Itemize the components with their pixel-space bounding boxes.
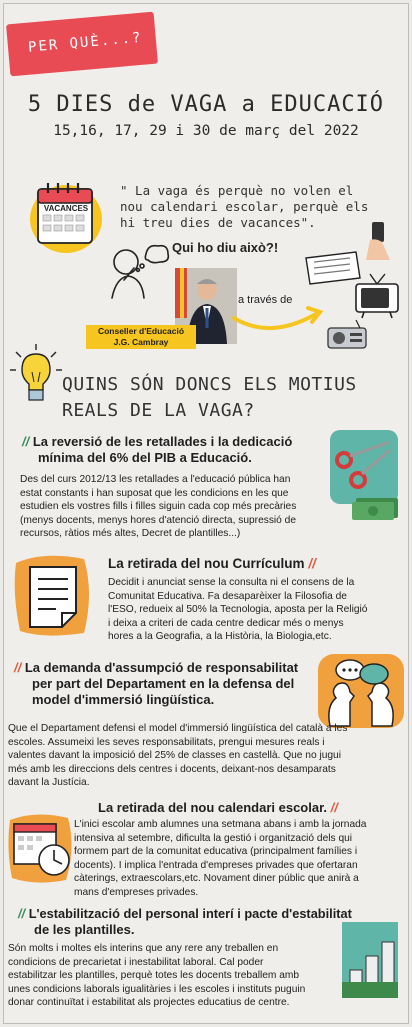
via-text: a través de (238, 294, 293, 306)
section-1-heading (22, 434, 322, 466)
section-4-title: La retirada del nou calendari escolar. (98, 800, 328, 815)
question-heading (62, 372, 362, 424)
section-5-title-2: de les plantilles. (34, 922, 135, 937)
header-tag-text: PER QUÈ...? (27, 29, 144, 56)
section-2-line: Decidit i anunciat sense la consulta ni el consens de la (108, 577, 355, 588)
section-3-heading (14, 660, 344, 708)
section-4-body (74, 818, 406, 900)
section-2-line: l'ESO, redueix al 50% la Tecnologia, aposta per la Religió (108, 604, 368, 616)
quote-text: " La vaga és perquè no volen el nou calendari escolar, perquè els hi treu dies de vacances". (120, 183, 369, 230)
section-5-line: estabilitzar les plantilles, perquè totes les docents treballem amb (8, 970, 300, 982)
section-2-heading (108, 556, 316, 572)
section-1-title-2: mínima del 6% del PIB a Educació. (38, 450, 252, 465)
section-2-title: La retirada del nou Currículum (108, 556, 305, 571)
thinking-person-icon (104, 240, 174, 305)
section-3-body (8, 722, 408, 790)
section-3-line: més amb les direccions dels centres i docents, deixant-nos desamparats (8, 763, 336, 775)
calendar-clock-icon (6, 808, 76, 889)
section-5-title-1: L'estabilització del personal interí i pacte d'estabilitat (28, 906, 352, 921)
section-1-line: recursos, ràtios més altes, Decret de plantilles...) (20, 528, 241, 540)
section-4-line: L'inici escolar amb alumnes una setmana abans i amb la jornada (74, 819, 367, 830)
question-line-1: QUINS SÓN DONCS ELS MOTIUS (62, 374, 357, 395)
conseller-name: J.G. Cambray (113, 337, 169, 347)
section-3-line: Que el Departament defensi el model d'immersió lingüística del català a les (8, 723, 348, 734)
section-3-line: valentes davant la imposició del 25% de classes en castellà. Que no jugui (8, 750, 341, 762)
section-5-line: condicions de precarietat i inestabilitat laboral. Cal poder (8, 956, 264, 968)
section-1-line: estat constants i han suposat que les condicions en les que (20, 487, 289, 499)
section-3-title-3: model d'immersió lingüística. (32, 692, 215, 707)
slash-marker: // (14, 660, 22, 675)
section-3-title-1: La demanda d'assumpció de responsabilitat (24, 660, 299, 675)
section-5-line: Són molts i moltes els interins que any rere any treballen en (8, 943, 279, 954)
section-1-line: Des del curs 2012/13 les retallades a l'educació pública han (20, 474, 291, 485)
section-2-line: Comunitat Educativa. Fa desaparèixer la Filosofia de (108, 590, 347, 602)
section-4-line: mans d'empreses privades. (74, 886, 199, 898)
slash-marker: // (18, 906, 26, 921)
section-4-heading (98, 800, 338, 816)
section-1-title-1: La reversió de les retallades i la dedicació (32, 434, 293, 449)
phone-hand-icon (360, 220, 400, 265)
section-4-line: docents). I implica l'entrada d'empreses privades que ofertaran (74, 859, 358, 871)
who-says-text: Qui ho diu això?! (172, 240, 279, 255)
radio-icon (326, 318, 368, 355)
section-5-body (8, 942, 338, 1010)
arrow-icon (230, 300, 330, 345)
conseller-role: Conseller d'Educació (97, 326, 185, 336)
section-4-line: càterings, extraescolars,etc. Novament diner públic que anirà a (74, 873, 359, 885)
document-icon (14, 553, 94, 642)
question-line-2: REALS DE LA VAGA? (62, 400, 255, 421)
calendar-icon (28, 175, 102, 255)
conseller-caption (86, 325, 196, 349)
slash-marker: // (330, 800, 338, 815)
section-3-line: escoles. Assumeixi les seves responsabilitats, prengui mesures reals i (8, 736, 325, 748)
section-1-body (20, 473, 340, 541)
section-3-line: davant la Justícia. (8, 777, 90, 789)
section-4-line: intensiva al setembre, dificulta la gestió i organització dels qui (74, 832, 353, 844)
slash-marker: // (308, 556, 316, 571)
section-2-body (108, 576, 408, 644)
lightbulb-icon (10, 342, 62, 413)
section-1-line: (menys docents, menys hores d'atenció directa, supressió de (20, 514, 297, 526)
calendar-label: VACANCES (43, 204, 89, 213)
section-2-line: i deixa a criteri de cada centre dedicar més o menys (108, 617, 344, 629)
section-4-line: formem part de la comunitat educativa (principalment famílies i (74, 846, 358, 858)
page-title: 5 DIES de VAGA a EDUCACIÓ (27, 92, 385, 117)
slash-marker: // (22, 434, 30, 449)
stacked-blocks-icon (340, 920, 400, 1005)
strike-dates: 15,16, 17, 29 i 30 de març del 2022 (53, 123, 359, 139)
section-5-line: donar continuïtat i estabilitat als projectes educatius de centre. (8, 997, 290, 1009)
section-2-line: hores a la Geografia, a la Història, la Biologia,etc. (108, 631, 332, 643)
section-5-line: unes condicions laborals igualitàries i les escoles i instituts puguin (8, 983, 306, 995)
section-1-line: estudien els vostres fills i filles siguin cada cop més precàries (20, 501, 297, 513)
section-3-title-2: per part del Departament en la defensa del (32, 676, 295, 691)
